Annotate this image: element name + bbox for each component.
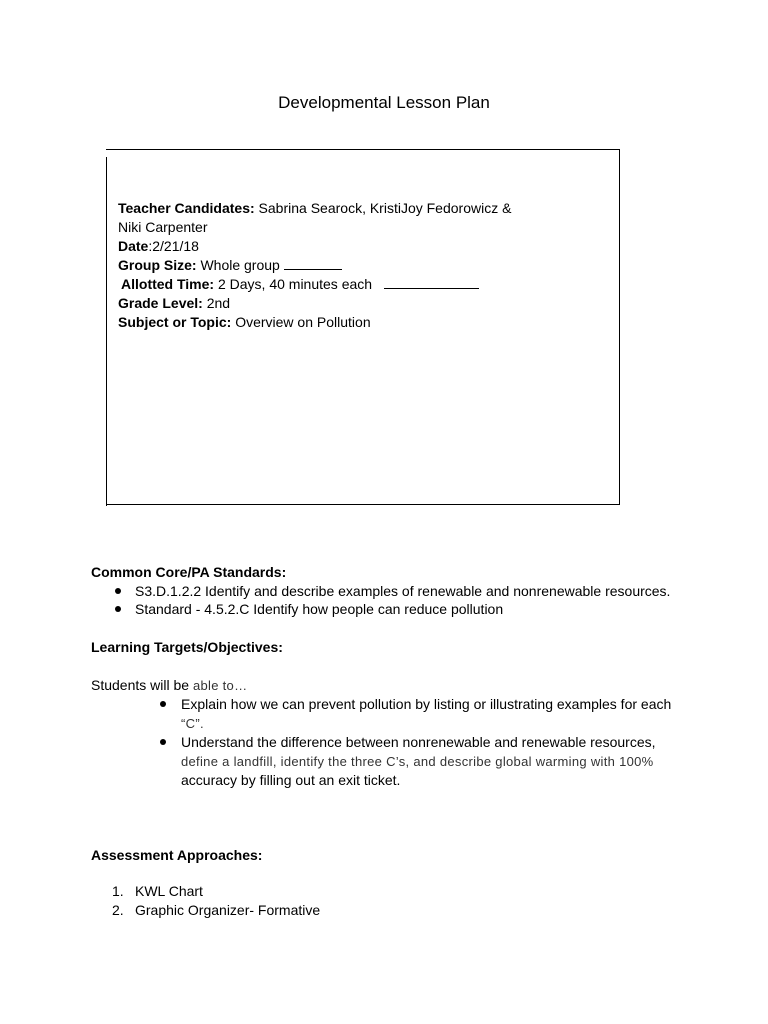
assessment-number-1: 1. bbox=[112, 883, 124, 899]
allotted-time-line bbox=[121, 275, 479, 294]
assessment-item-2: Graphic Organizer- Formative bbox=[135, 902, 321, 918]
grade-level-value: 2nd bbox=[202, 295, 231, 311]
date-label: Date bbox=[118, 238, 149, 254]
teacher-candidates-line bbox=[118, 199, 511, 218]
bullet-icon bbox=[115, 606, 121, 612]
objectives-heading: Learning Targets/Objectives: bbox=[91, 639, 283, 655]
bullet-icon bbox=[160, 701, 166, 707]
bullet-icon bbox=[160, 739, 166, 745]
allotted-time-value: 2 Days, 40 minutes each bbox=[214, 276, 373, 292]
group-size-label: Group Size: bbox=[118, 257, 197, 273]
grade-level-label: Grade Level: bbox=[118, 295, 203, 311]
group-size-value: Whole group bbox=[196, 257, 284, 273]
objectives-intro-part1: Students will be bbox=[91, 677, 193, 693]
teacher-candidates-continued: Niki Carpenter bbox=[118, 219, 208, 235]
info-box-left-border bbox=[106, 157, 107, 506]
document-title: Developmental Lesson Plan bbox=[278, 93, 490, 112]
assessment-number-2: 2. bbox=[112, 902, 124, 918]
objective-item-2-line1: Understand the difference between nonrenewable and renewable resources, bbox=[181, 734, 656, 750]
group-size-line bbox=[118, 256, 342, 275]
subject-line bbox=[118, 313, 371, 332]
objective-item-2-line2: define a landfill, identify the three C’s, and describe global warming with 100% bbox=[181, 754, 654, 769]
assessment-heading: Assessment Approaches: bbox=[91, 847, 263, 863]
teacher-candidates-value: Sabrina Searock, KristiJoy Fedorowicz & bbox=[254, 200, 512, 216]
standards-heading: Common Core/PA Standards: bbox=[91, 564, 287, 580]
grade-level-line bbox=[118, 294, 230, 313]
teacher-candidates-label: Teacher Candidates: bbox=[118, 200, 255, 216]
standard-item-1: S3.D.1.2.2 Identify and describe examples of renewable and nonrenewable resources. bbox=[135, 583, 671, 599]
objective-item-2-line3: accuracy by filling out an exit ticket. bbox=[181, 772, 401, 788]
objective-item-1-line1: Explain how we can prevent pollution by listing or illustrating examples for each bbox=[181, 696, 672, 712]
group-size-blank bbox=[284, 256, 342, 270]
subject-value: Overview on Pollution bbox=[231, 314, 371, 330]
bullet-icon bbox=[115, 588, 121, 594]
objectives-intro bbox=[91, 676, 247, 695]
objectives-intro-part2: able to… bbox=[192, 678, 248, 693]
subject-label: Subject or Topic: bbox=[118, 314, 232, 330]
objective-item-1-line2: “C”. bbox=[181, 716, 204, 731]
allotted-time-label: Allotted Time: bbox=[121, 276, 215, 292]
date-line bbox=[118, 237, 199, 256]
allotted-time-blank bbox=[384, 275, 479, 289]
date-value: :2/21/18 bbox=[148, 238, 199, 254]
standard-item-2: Standard - 4.5.2.C Identify how people can reduce pollution bbox=[135, 601, 504, 617]
assessment-item-1: KWL Chart bbox=[135, 883, 203, 899]
